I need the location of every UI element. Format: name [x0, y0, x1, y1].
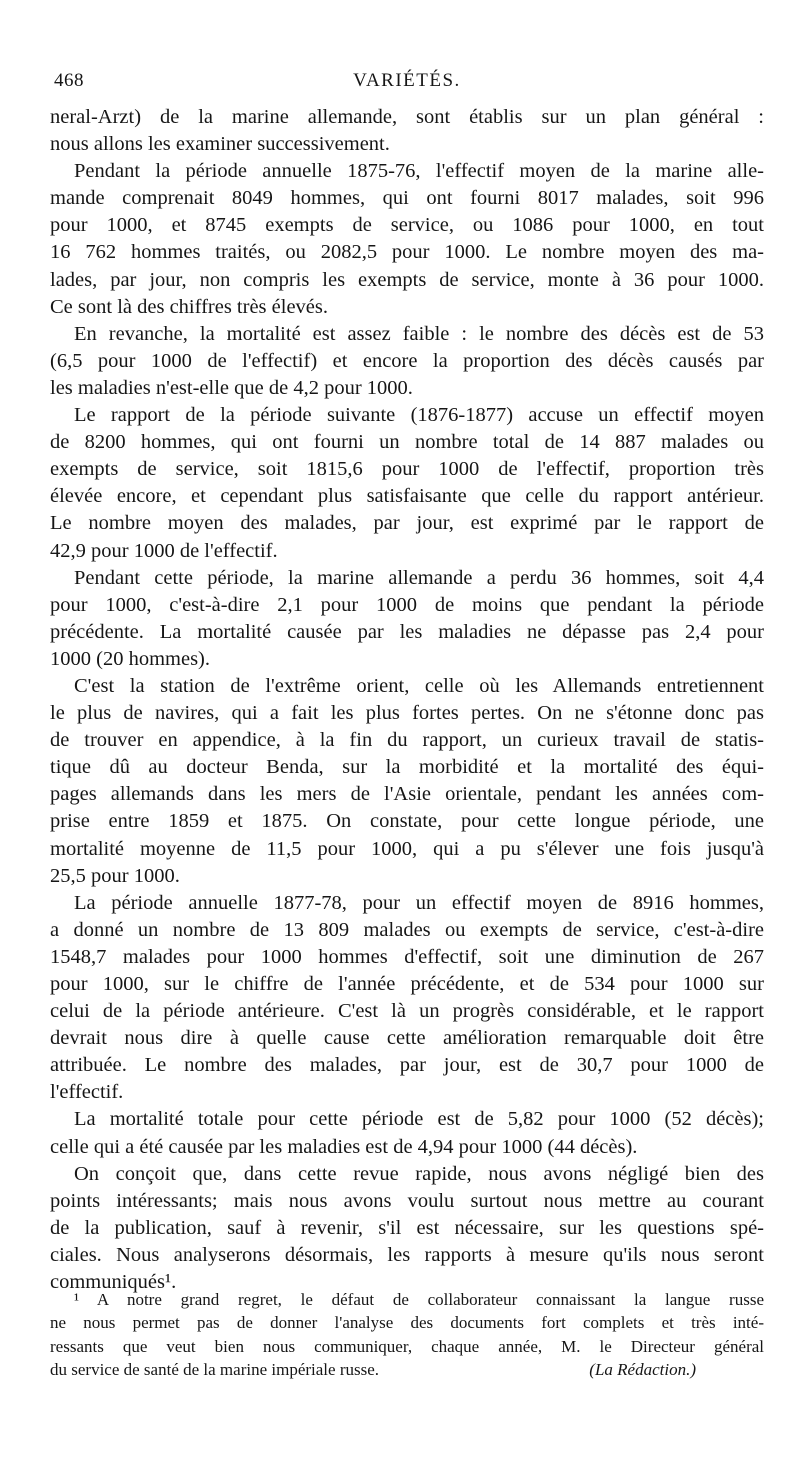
- text-line: élevée encore, et cependant plus satisfaisante que celle du rapport antérieur.: [50, 485, 764, 508]
- text-line: prise entre 1859 et 1875. On constate, pour cette longue période, une: [50, 810, 764, 833]
- text-line: lades, par jour, non compris les exempts de service, monte à 36 pour 1000.: [50, 268, 764, 291]
- text-line: (6,5 pour 1000 de l'effectif) et encore la proportion des décès causés par: [50, 349, 764, 372]
- editor-credit: (La Rédaction.): [589, 1360, 696, 1380]
- text-line: les maladies n'est-elle que de 4,2 pour 1000.: [50, 376, 413, 399]
- text-line: le plus de navires, qui a fait les plus fortes pertes. On ne s'étonne donc pas: [50, 702, 764, 725]
- text-line: Pendant cette période, la marine allemande a perdu 36 hommes, soit 4,4: [74, 566, 764, 589]
- footnote: [50, 1288, 764, 1382]
- footnote-line: ne nous permet pas de donner l'analyse des documents fort complets et très inté-: [50, 1313, 764, 1333]
- text-line: de trouver en appendice, à la fin du rapport, un curieux travail de statis-: [50, 729, 764, 752]
- text-line: pour 1000, c'est-à-dire 2,1 pour 1000 de moins que pendant la période: [50, 593, 764, 616]
- footnote-line: ressants que veut bien nous communiquer, chaque année, M. le Directeur général: [50, 1336, 764, 1356]
- footnote-last-line: [50, 1358, 764, 1381]
- text-line: La mortalité totale pour cette période est de 5,82 pour 1000 (52 décès);: [74, 1108, 764, 1131]
- text-line: La période annuelle 1877-78, pour un effectif moyen de 8916 hommes,: [74, 891, 764, 914]
- body-text: [50, 104, 764, 1296]
- text-line: En revanche, la mortalité est assez faible : le nombre des décès est de 53: [74, 322, 764, 345]
- text-line: mortalité moyenne de 11,5 pour 1000, qui a pu s'élever une fois jusqu'à: [50, 837, 764, 860]
- text-line: exempts de service, soit 1815,6 pour 1000 de l'effectif, proportion très: [50, 458, 764, 481]
- text-line: Pendant la période annuelle 1875-76, l'effectif moyen de la marine alle-: [74, 160, 764, 183]
- text-line: nous allons les examiner successivement.: [50, 133, 390, 156]
- text-line: 16 762 hommes traités, ou 2082,5 pour 1000. Le nombre moyen des ma-: [50, 241, 764, 264]
- footnote-line: ¹ A notre grand regret, le défaut de collaborateur connaissant la langue russe: [74, 1290, 764, 1309]
- text-line: a donné un nombre de 13 809 malades ou exempts de service, c'est-à-dire: [50, 918, 764, 941]
- text-line: On conçoit que, dans cette revue rapide, nous avons négligé bien des: [74, 1162, 764, 1185]
- text-line: de la publication, sauf à revenir, s'il est nécessaire, sur les questions spé-: [50, 1216, 764, 1239]
- text-line: celui de la période antérieure. C'est là un progrès considérable, et le rapport: [50, 1000, 764, 1023]
- text-line: C'est la station de l'extrême orient, celle où les Allemands entretiennent: [74, 674, 764, 697]
- running-title: VARIÉTÉS.: [353, 70, 461, 91]
- text-line: 1548,7 malades pour 1000 hommes d'effectif, soit une diminution de 267: [50, 945, 764, 968]
- page-number: 468: [54, 70, 84, 91]
- text-line: ciales. Nous analyserons désormais, les rapports à mesure qu'ils nous seront: [50, 1243, 764, 1266]
- text-line: tique dû au docteur Benda, sur la morbidité et la mortalité des équi-: [50, 756, 764, 779]
- text-line: attribuée. Le nombre des malades, par jour, est de 30,7 pour 1000 de: [50, 1054, 764, 1077]
- text-line: communiqués¹.: [50, 1271, 177, 1294]
- footnote-text: du service de santé de la marine impériale russe.: [50, 1360, 380, 1380]
- text-line: neral-Arzt) de la marine allemande, sont établis sur un plan général :: [50, 106, 764, 128]
- text-line: mande comprenait 8049 hommes, qui ont fourni 8017 malades, soit 996: [50, 187, 764, 210]
- page-header: [54, 70, 760, 98]
- text-line: 25,5 pour 1000.: [50, 864, 180, 887]
- text-line: l'effectif.: [50, 1081, 124, 1104]
- text-line: devrait nous dire à quelle cause cette amélioration remarquable doit être: [50, 1027, 764, 1050]
- text-line: Le rapport de la période suivante (1876-1877) accuse un effectif moyen: [74, 404, 764, 427]
- text-line: pour 1000, sur le chiffre de l'année précédente, et de 534 pour 1000 sur: [50, 973, 764, 995]
- text-line: Le nombre moyen des malades, par jour, est exprimé par le rapport de: [50, 512, 764, 535]
- text-line: précédente. La mortalité causée par les maladies ne dépasse pas 2,4 pour: [50, 620, 764, 643]
- text-line: pages allemands dans les mers de l'Asie orientale, pendant les années com-: [50, 783, 764, 806]
- text-line: 1000 (20 hommes).: [50, 647, 210, 670]
- text-line: 42,9 pour 1000 de l'effectif.: [50, 539, 278, 562]
- text-line: points intéressants; mais nous avons voulu surtout nous mettre au courant: [50, 1189, 764, 1212]
- text-line: Ce sont là des chiffres très élevés.: [50, 295, 328, 318]
- text-line: pour 1000, et 8745 exempts de service, ou 1086 pour 1000, en tout: [50, 214, 764, 237]
- text-line: celle qui a été causée par les maladies est de 4,94 pour 1000 (44 décès).: [50, 1135, 638, 1158]
- text-line: de 8200 hommes, qui ont fourni un nombre total de 14 887 malades ou: [50, 431, 764, 454]
